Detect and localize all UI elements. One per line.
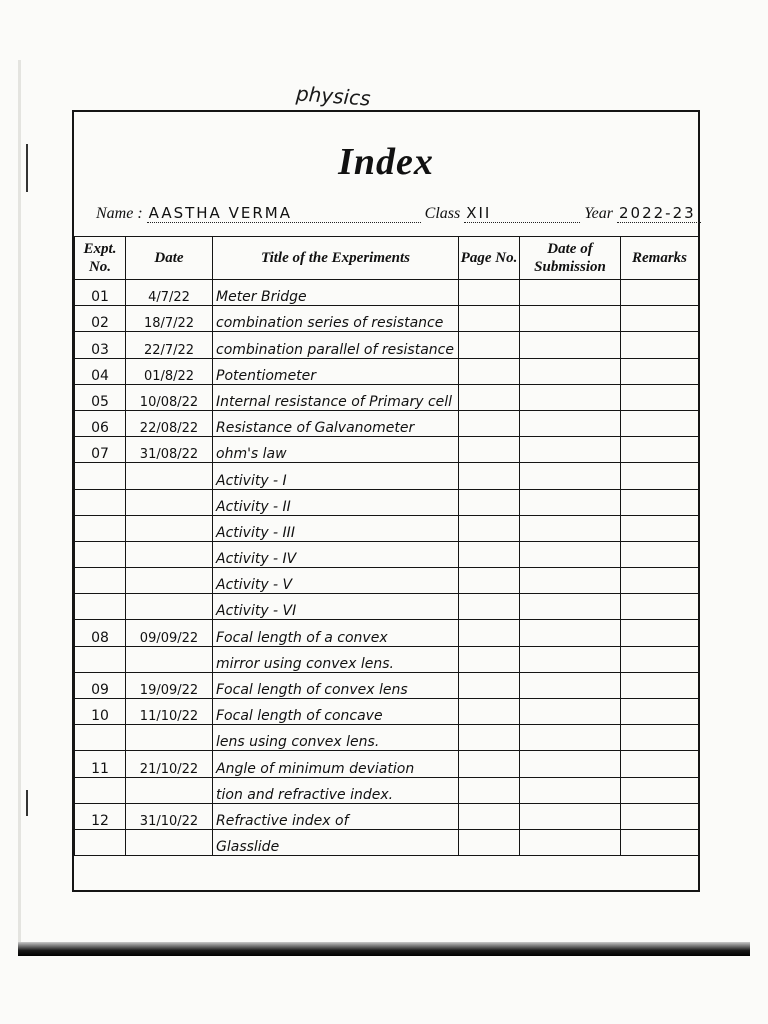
remarks-cell xyxy=(621,725,699,751)
remarks-cell xyxy=(621,437,699,463)
submission-cell xyxy=(520,620,621,646)
remarks-cell xyxy=(621,699,699,725)
page-no-cell xyxy=(459,646,520,672)
page-no-cell xyxy=(459,280,520,306)
table-row xyxy=(75,384,699,410)
page-no-cell xyxy=(459,515,520,541)
remarks-cell xyxy=(621,515,699,541)
table-row xyxy=(75,541,699,567)
year-value: 2022-23 xyxy=(617,204,701,223)
table-row xyxy=(75,777,699,803)
submission-cell xyxy=(520,803,621,829)
table-row xyxy=(75,594,699,620)
date-cell: 22/7/22 xyxy=(126,332,213,358)
remarks-cell xyxy=(621,541,699,567)
expt-no-cell: 09 xyxy=(75,672,126,698)
title-cell: ohm's law xyxy=(213,437,459,463)
submission-cell xyxy=(520,463,621,489)
submission-cell xyxy=(520,437,621,463)
expt-no-cell: 12 xyxy=(75,803,126,829)
title-cell: Potentiometer xyxy=(213,358,459,384)
expt-no-cell: 05 xyxy=(75,384,126,410)
experiments-table xyxy=(74,236,699,856)
submission-cell xyxy=(520,515,621,541)
submission-cell xyxy=(520,646,621,672)
table-header-row xyxy=(75,237,699,280)
table-body xyxy=(75,280,699,856)
table-row xyxy=(75,515,699,541)
page-no-cell xyxy=(459,594,520,620)
table-row xyxy=(75,358,699,384)
expt-no-cell xyxy=(75,646,126,672)
table-row xyxy=(75,568,699,594)
margin-mark xyxy=(26,144,28,192)
date-cell xyxy=(126,541,213,567)
remarks-cell xyxy=(621,332,699,358)
date-cell xyxy=(126,515,213,541)
expt-no-cell: 03 xyxy=(75,332,126,358)
name-value: AASTHA VERMA xyxy=(147,204,421,223)
remarks-cell xyxy=(621,594,699,620)
subject-heading: physics xyxy=(295,81,372,111)
expt-no-cell xyxy=(75,725,126,751)
table-row xyxy=(75,306,699,332)
header-page-no: Page No. xyxy=(459,237,520,280)
title-cell: Meter Bridge xyxy=(213,280,459,306)
date-cell xyxy=(126,463,213,489)
date-cell: 31/08/22 xyxy=(126,437,213,463)
page-no-cell xyxy=(459,829,520,855)
title-cell: Refractive index of xyxy=(213,803,459,829)
submission-cell xyxy=(520,541,621,567)
class-value: XII xyxy=(464,204,580,223)
page-no-cell xyxy=(459,751,520,777)
remarks-cell xyxy=(621,751,699,777)
remarks-cell xyxy=(621,777,699,803)
title-cell: Internal resistance of Primary cell xyxy=(213,384,459,410)
page-no-cell xyxy=(459,699,520,725)
name-label: Name : xyxy=(96,205,143,222)
title-cell: Activity - IV xyxy=(213,541,459,567)
date-cell: 09/09/22 xyxy=(126,620,213,646)
table-row xyxy=(75,829,699,855)
date-cell: 19/09/22 xyxy=(126,672,213,698)
submission-cell xyxy=(520,568,621,594)
submission-cell xyxy=(520,699,621,725)
submission-cell xyxy=(520,332,621,358)
date-cell xyxy=(126,725,213,751)
table-row xyxy=(75,280,699,306)
class-label: Class xyxy=(424,205,461,222)
submission-cell xyxy=(520,280,621,306)
date-cell xyxy=(126,829,213,855)
table-row xyxy=(75,751,699,777)
expt-no-cell: 08 xyxy=(75,620,126,646)
date-cell xyxy=(126,646,213,672)
page-no-cell xyxy=(459,489,520,515)
header-date: Date xyxy=(126,237,213,280)
date-cell: 10/08/22 xyxy=(126,384,213,410)
table-row xyxy=(75,699,699,725)
page-no-cell xyxy=(459,332,520,358)
remarks-cell xyxy=(621,646,699,672)
expt-no-cell xyxy=(75,463,126,489)
page-no-cell xyxy=(459,568,520,594)
submission-cell xyxy=(520,725,621,751)
page-no-cell xyxy=(459,306,520,332)
expt-no-cell xyxy=(75,489,126,515)
page-no-cell xyxy=(459,777,520,803)
date-cell xyxy=(126,777,213,803)
title-cell: Resistance of Galvanometer xyxy=(213,410,459,436)
submission-cell xyxy=(520,829,621,855)
table-row xyxy=(75,489,699,515)
header-expt-no: Expt. No. xyxy=(75,237,126,280)
submission-cell xyxy=(520,410,621,436)
expt-no-cell: 01 xyxy=(75,280,126,306)
expt-no-cell: 11 xyxy=(75,751,126,777)
date-cell: 11/10/22 xyxy=(126,699,213,725)
page-no-cell xyxy=(459,725,520,751)
date-cell: 21/10/22 xyxy=(126,751,213,777)
table-row xyxy=(75,410,699,436)
expt-no-cell xyxy=(75,829,126,855)
submission-cell xyxy=(520,594,621,620)
date-cell: 4/7/22 xyxy=(126,280,213,306)
title-cell: Activity - VI xyxy=(213,594,459,620)
page-no-cell xyxy=(459,620,520,646)
page-no-cell xyxy=(459,358,520,384)
table-row xyxy=(75,463,699,489)
remarks-cell xyxy=(621,463,699,489)
submission-cell xyxy=(520,358,621,384)
table-row xyxy=(75,646,699,672)
title-cell: combination parallel of resistance xyxy=(213,332,459,358)
submission-cell xyxy=(520,384,621,410)
page-no-cell xyxy=(459,437,520,463)
header-date-of-submission: Date of Submission xyxy=(520,237,621,280)
expt-no-cell: 07 xyxy=(75,437,126,463)
date-cell: 31/10/22 xyxy=(126,803,213,829)
remarks-cell xyxy=(621,384,699,410)
scanner-edge-bar xyxy=(18,942,750,956)
title-cell: mirror using convex lens. xyxy=(213,646,459,672)
year-label: Year xyxy=(584,205,613,222)
title-cell: Focal length of concave xyxy=(213,699,459,725)
table-row xyxy=(75,437,699,463)
title-cell: Focal length of a convex xyxy=(213,620,459,646)
page-no-cell xyxy=(459,384,520,410)
expt-no-cell xyxy=(75,568,126,594)
remarks-cell xyxy=(621,410,699,436)
title-cell: combination series of resistance xyxy=(213,306,459,332)
remarks-cell xyxy=(621,620,699,646)
expt-no-cell xyxy=(75,594,126,620)
date-cell xyxy=(126,568,213,594)
expt-no-cell: 04 xyxy=(75,358,126,384)
title-cell: lens using convex lens. xyxy=(213,725,459,751)
page-no-cell xyxy=(459,803,520,829)
expt-no-cell xyxy=(75,515,126,541)
date-cell: 18/7/22 xyxy=(126,306,213,332)
submission-cell xyxy=(520,751,621,777)
remarks-cell xyxy=(621,672,699,698)
table-row xyxy=(75,672,699,698)
expt-no-cell: 02 xyxy=(75,306,126,332)
title-cell: Glasslide xyxy=(213,829,459,855)
remarks-cell xyxy=(621,803,699,829)
remarks-cell xyxy=(621,489,699,515)
title-cell: Angle of minimum deviation xyxy=(213,751,459,777)
table-row xyxy=(75,725,699,751)
title-cell: tion and refractive index. xyxy=(213,777,459,803)
title-cell: Activity - III xyxy=(213,515,459,541)
page-no-cell xyxy=(459,672,520,698)
submission-cell xyxy=(520,777,621,803)
page-no-cell xyxy=(459,541,520,567)
index-title: Index xyxy=(338,141,434,183)
title-cell: Activity - I xyxy=(213,463,459,489)
page-left-edge xyxy=(18,60,21,950)
title-cell: Activity - V xyxy=(213,568,459,594)
index-sheet xyxy=(72,110,700,892)
student-info-line xyxy=(96,204,696,223)
remarks-cell xyxy=(621,306,699,332)
title-cell: Focal length of convex lens xyxy=(213,672,459,698)
expt-no-cell: 10 xyxy=(75,699,126,725)
table-row xyxy=(75,620,699,646)
remarks-cell xyxy=(621,829,699,855)
expt-no-cell xyxy=(75,777,126,803)
date-cell xyxy=(126,594,213,620)
remarks-cell xyxy=(621,568,699,594)
expt-no-cell: 06 xyxy=(75,410,126,436)
remarks-cell xyxy=(621,280,699,306)
expt-no-cell xyxy=(75,541,126,567)
header-title: Title of the Experiments xyxy=(213,237,459,280)
margin-mark xyxy=(26,790,28,816)
remarks-cell xyxy=(621,358,699,384)
table-row xyxy=(75,332,699,358)
page-no-cell xyxy=(459,463,520,489)
header-remarks: Remarks xyxy=(621,237,699,280)
page-no-cell xyxy=(459,410,520,436)
table-row xyxy=(75,803,699,829)
submission-cell xyxy=(520,489,621,515)
date-cell xyxy=(126,489,213,515)
date-cell: 01/8/22 xyxy=(126,358,213,384)
submission-cell xyxy=(520,306,621,332)
date-cell: 22/08/22 xyxy=(126,410,213,436)
title-cell: Activity - II xyxy=(213,489,459,515)
submission-cell xyxy=(520,672,621,698)
